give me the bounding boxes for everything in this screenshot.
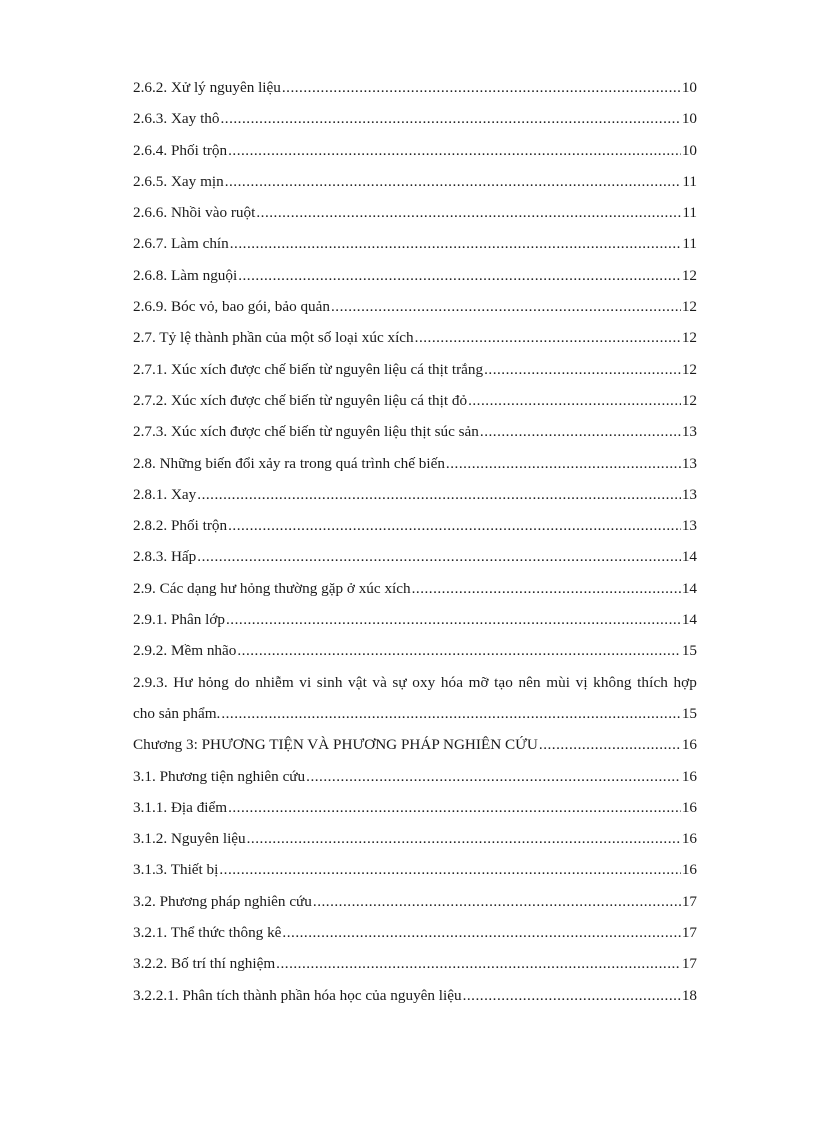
toc-entry-label: 2.6.4. Phối trộn xyxy=(133,141,228,159)
toc-dot-leader xyxy=(197,541,681,572)
toc-entry-page: 17 xyxy=(681,924,697,942)
toc-entry[interactable] xyxy=(133,917,697,948)
toc-entry-label: Chương 3: PHƯƠNG TIỆN VÀ PHƯƠNG PHÁP NGHIÊN CỨU xyxy=(133,736,538,754)
toc-entry-page: 11 xyxy=(682,172,697,190)
toc-dot-leader xyxy=(219,854,680,885)
toc-entry-page: 11 xyxy=(682,204,697,222)
toc-entry-label: 2.6.6. Nhồi vào ruột xyxy=(133,204,256,222)
toc-entry-page: 15 xyxy=(681,704,697,722)
toc-entry-label: 2.9. Các dạng hư hỏng thường gặp ở xúc xích xyxy=(133,579,411,597)
toc-dot-leader xyxy=(313,886,681,917)
toc-entry-wrapped-line[interactable] xyxy=(133,667,697,698)
toc-entry-page: 12 xyxy=(681,329,697,347)
toc-entry[interactable] xyxy=(133,479,697,510)
toc-entry-label: cho sản phẩm. xyxy=(133,704,221,722)
toc-entry-label: 2.8.2. Phối trộn xyxy=(133,517,228,535)
toc-dot-leader xyxy=(412,573,681,604)
toc-dot-leader xyxy=(415,322,681,353)
table-of-contents xyxy=(133,72,697,1011)
toc-entry-label: 2.6.2. Xử lý nguyên liệu xyxy=(133,79,281,96)
toc-dot-leader xyxy=(282,917,680,948)
toc-entry-label: 2.6.3. Xay thô xyxy=(133,110,220,128)
toc-dot-leader xyxy=(221,698,681,729)
toc-entry[interactable] xyxy=(133,260,697,291)
toc-dot-leader xyxy=(237,635,680,666)
toc-entry-label: 3.2.1. Thể thức thông kê xyxy=(133,924,282,942)
toc-entry-page: 10 xyxy=(681,141,697,159)
toc-entry[interactable] xyxy=(133,135,697,166)
toc-entry-page: 12 xyxy=(681,360,697,378)
toc-entry-page: 10 xyxy=(681,110,697,128)
toc-entry-label: 2.6.7. Làm chín xyxy=(133,235,229,253)
toc-dot-leader xyxy=(230,228,682,259)
toc-entry-label: 2.6.9. Bóc vỏ, bao gói, bảo quản xyxy=(133,298,330,316)
toc-dot-leader xyxy=(220,103,680,134)
toc-entry-page: 16 xyxy=(681,767,697,785)
toc-entry[interactable] xyxy=(133,354,697,385)
toc-dot-leader xyxy=(282,72,681,103)
toc-entry-page: 16 xyxy=(681,736,697,754)
toc-entry-label: 3.1.2. Nguyên liệu xyxy=(133,830,246,848)
toc-dot-leader xyxy=(226,604,681,635)
toc-entry-page: 15 xyxy=(681,642,697,660)
toc-entry-page: 12 xyxy=(681,298,697,316)
toc-entry-page: 17 xyxy=(681,955,697,973)
toc-entry[interactable] xyxy=(133,510,697,541)
toc-entry-page: 12 xyxy=(681,266,697,284)
toc-entry-label: 2.8.1. Xay xyxy=(133,485,197,503)
toc-entry[interactable] xyxy=(133,322,697,353)
toc-entry-label: 3.1. Phương tiện nghiên cứu xyxy=(133,767,306,785)
toc-entry[interactable] xyxy=(133,635,697,666)
toc-dot-leader xyxy=(276,948,681,979)
toc-entry[interactable] xyxy=(133,291,697,322)
toc-entry[interactable] xyxy=(133,792,697,823)
toc-entry-chapter[interactable] xyxy=(133,729,697,760)
toc-entry-page: 14 xyxy=(681,579,697,597)
toc-entry-label: 2.6.5. Xay mịn xyxy=(133,172,224,190)
toc-entry-label: 3.2. Phương pháp nghiên cứu xyxy=(133,892,312,910)
toc-entry-page: 16 xyxy=(681,798,697,816)
toc-entry-label: 2.9.3. Hư hỏng do nhiễm vi sinh vật và sự oxy hóa mỡ tạo nên mùi vị không thích hợp xyxy=(133,673,697,691)
toc-entry[interactable] xyxy=(133,604,697,635)
toc-dot-leader xyxy=(468,385,681,416)
toc-entry-label: 3.1.1. Địa điểm xyxy=(133,798,228,816)
toc-dot-leader xyxy=(247,823,681,854)
toc-dot-leader xyxy=(484,354,681,385)
toc-dot-leader xyxy=(225,166,682,197)
toc-entry-page: 17 xyxy=(681,892,697,910)
toc-entry-page: 11 xyxy=(682,235,697,253)
toc-entry[interactable] xyxy=(133,166,697,197)
toc-entry[interactable] xyxy=(133,103,697,134)
toc-dot-leader xyxy=(306,761,681,792)
toc-entry-page: 13 xyxy=(681,517,697,535)
toc-entry-label: 2.8. Những biến đổi xảy ra trong quá trình chế biến xyxy=(133,454,445,472)
toc-dot-leader xyxy=(331,291,681,322)
toc-entry[interactable] xyxy=(133,761,697,792)
toc-entry[interactable] xyxy=(133,698,697,729)
toc-entry-page: 13 xyxy=(681,423,697,441)
toc-entry[interactable] xyxy=(133,416,697,447)
toc-entry-label: 2.7.3. Xúc xích được chế biến từ nguyên liệu thịt súc sản xyxy=(133,423,479,441)
toc-entry[interactable] xyxy=(133,980,697,1011)
toc-entry-label: 2.6.8. Làm nguội xyxy=(133,266,238,284)
toc-entry[interactable] xyxy=(133,72,697,103)
toc-entry[interactable] xyxy=(133,541,697,572)
toc-dot-leader xyxy=(480,416,681,447)
toc-entry-label: 3.1.3. Thiết bị xyxy=(133,861,219,879)
toc-dot-leader xyxy=(256,197,681,228)
toc-entry-label: 2.7. Tỷ lệ thành phần của một số loại xúc xích xyxy=(133,329,414,347)
toc-dot-leader xyxy=(228,135,681,166)
toc-entry[interactable] xyxy=(133,854,697,885)
toc-entry-page: 14 xyxy=(681,611,697,629)
toc-entry-page: 13 xyxy=(681,454,697,472)
toc-entry[interactable] xyxy=(133,228,697,259)
toc-entry-label: 2.7.2. Xúc xích được chế biến từ nguyên liệu cá thịt đỏ xyxy=(133,391,468,409)
toc-entry-label: 2.7.1. Xúc xích được chế biến từ nguyên liệu cá thịt trắng xyxy=(133,360,484,378)
toc-entry[interactable] xyxy=(133,573,697,604)
toc-entry[interactable] xyxy=(133,823,697,854)
toc-entry[interactable] xyxy=(133,948,697,979)
toc-entry-page: 13 xyxy=(681,485,697,503)
toc-entry[interactable] xyxy=(133,448,697,479)
toc-entry-page: 14 xyxy=(681,548,697,566)
toc-entry-label: 3.2.2. Bố trí thí nghiệm xyxy=(133,955,276,973)
toc-entry[interactable] xyxy=(133,385,697,416)
toc-dot-leader xyxy=(228,510,681,541)
toc-entry-page: 10 xyxy=(681,79,697,96)
toc-dot-leader xyxy=(238,260,681,291)
toc-dot-leader xyxy=(446,448,681,479)
toc-dot-leader xyxy=(228,792,681,823)
toc-entry-page: 12 xyxy=(681,391,697,409)
toc-entry[interactable] xyxy=(133,197,697,228)
toc-entry-label: 2.9.2. Mềm nhão xyxy=(133,642,237,660)
toc-entry[interactable] xyxy=(133,886,697,917)
toc-dot-leader xyxy=(539,729,681,760)
toc-entry-label: 2.9.1. Phân lớp xyxy=(133,611,225,629)
toc-entry-page: 16 xyxy=(681,830,697,848)
toc-entry-label: 3.2.2.1. Phân tích thành phần hóa học của nguyên liệu xyxy=(133,986,462,1004)
toc-dot-leader xyxy=(463,980,681,1011)
toc-entry-label: 2.8.3. Hấp xyxy=(133,548,197,566)
toc-entry-page: 16 xyxy=(681,861,697,879)
toc-dot-leader xyxy=(197,479,681,510)
toc-entry-page: 18 xyxy=(681,986,697,1004)
